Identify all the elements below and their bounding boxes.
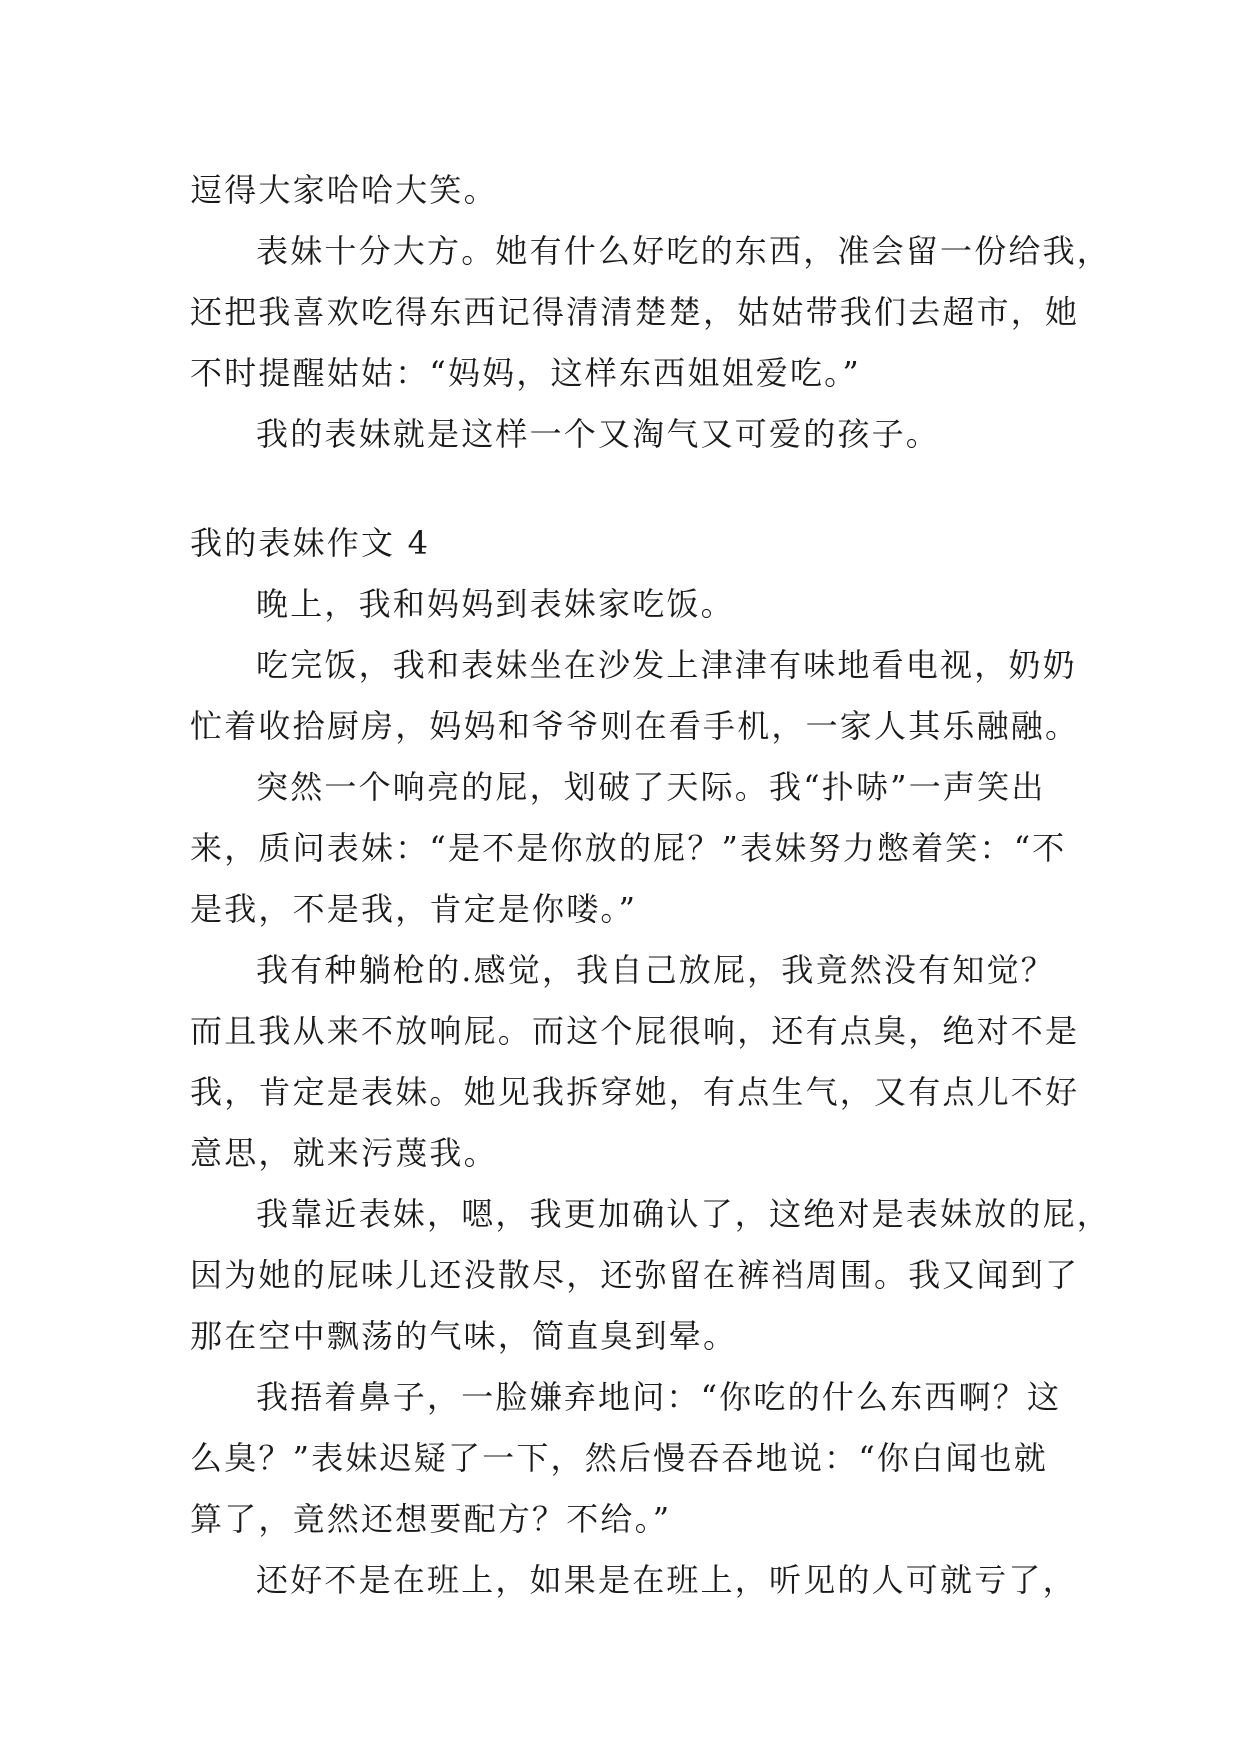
paragraph-start: 吃完饭，我和表妹坐在沙发上津津有味地看电视，奶奶 xyxy=(256,646,1077,684)
text-line: 忙着收拾厨房，妈妈和爷爷则在看手机，一家人其乐融融。 xyxy=(190,707,1080,745)
section-gap xyxy=(190,465,1060,513)
paragraph-start: 我的表妹就是这样一个又淘气又可爱的孩子。 xyxy=(256,415,941,453)
text-line: 是我，不是我，肯定是你喽。” xyxy=(190,890,638,928)
paragraph-start: 晚上，我和妈妈到表妹家吃饭。 xyxy=(256,585,735,623)
paragraph-start: 我有种躺枪的.感觉，我自己放屁，我竟然没有知觉？ xyxy=(256,951,1055,989)
text-line: 而且我从来不放响屁。而这个屁很响，还有点臭，绝对不是 xyxy=(190,1012,1080,1050)
text-line: 因为她的屁味儿还没散尽，还弥留在裤裆周围。我又闻到了 xyxy=(190,1256,1080,1294)
paragraph-start: 还好不是在班上，如果是在班上，听见的人可就亏了， xyxy=(256,1561,1077,1599)
document-page xyxy=(190,160,1112,1611)
paragraph-start: 我捂着鼻子，一脸嫌弃地问：“你吃的什么东西啊？这 xyxy=(256,1378,1062,1416)
text-line: 我，肯定是表妹。她见我拆穿她，有点生气，又有点儿不好 xyxy=(190,1073,1080,1111)
text-line: 那在空中飘荡的气味，简直臭到晕。 xyxy=(190,1317,738,1355)
essay-title: 我的表妹作文 4 xyxy=(190,524,431,562)
paragraph-start: 我靠近表妹，嗯，我更加确认了，这绝对是表妹放的屁， xyxy=(256,1195,1112,1233)
paragraph-start: 表妹十分大方。她有什么好吃的东西，准会留一份给我， xyxy=(256,232,1112,270)
text-line: 么臭？”表妹迟疑了一下，然后慢吞吞地说：“你白闻也就 xyxy=(190,1439,1048,1477)
paragraph-start: 突然一个响亮的屁，划破了天际。我“扑哧”一声笑出 xyxy=(256,768,1046,806)
text-line: 算了，竟然还想要配方？不给。” xyxy=(190,1500,672,1538)
text-line: 来，质问表妹：“是不是你放的屁？”表妹努力憋着笑：“不 xyxy=(190,829,1067,867)
text-line: 还把我喜欢吃得东西记得清清楚楚，姑姑带我们去超市，她 xyxy=(190,293,1080,331)
text-line: 意思，就来污蔑我。 xyxy=(190,1134,498,1172)
text-line: 逗得大家哈哈大笑。 xyxy=(190,171,498,209)
text-line: 不时提醒姑姑：“妈妈，这样东西姐姐爱吃。” xyxy=(190,354,861,392)
